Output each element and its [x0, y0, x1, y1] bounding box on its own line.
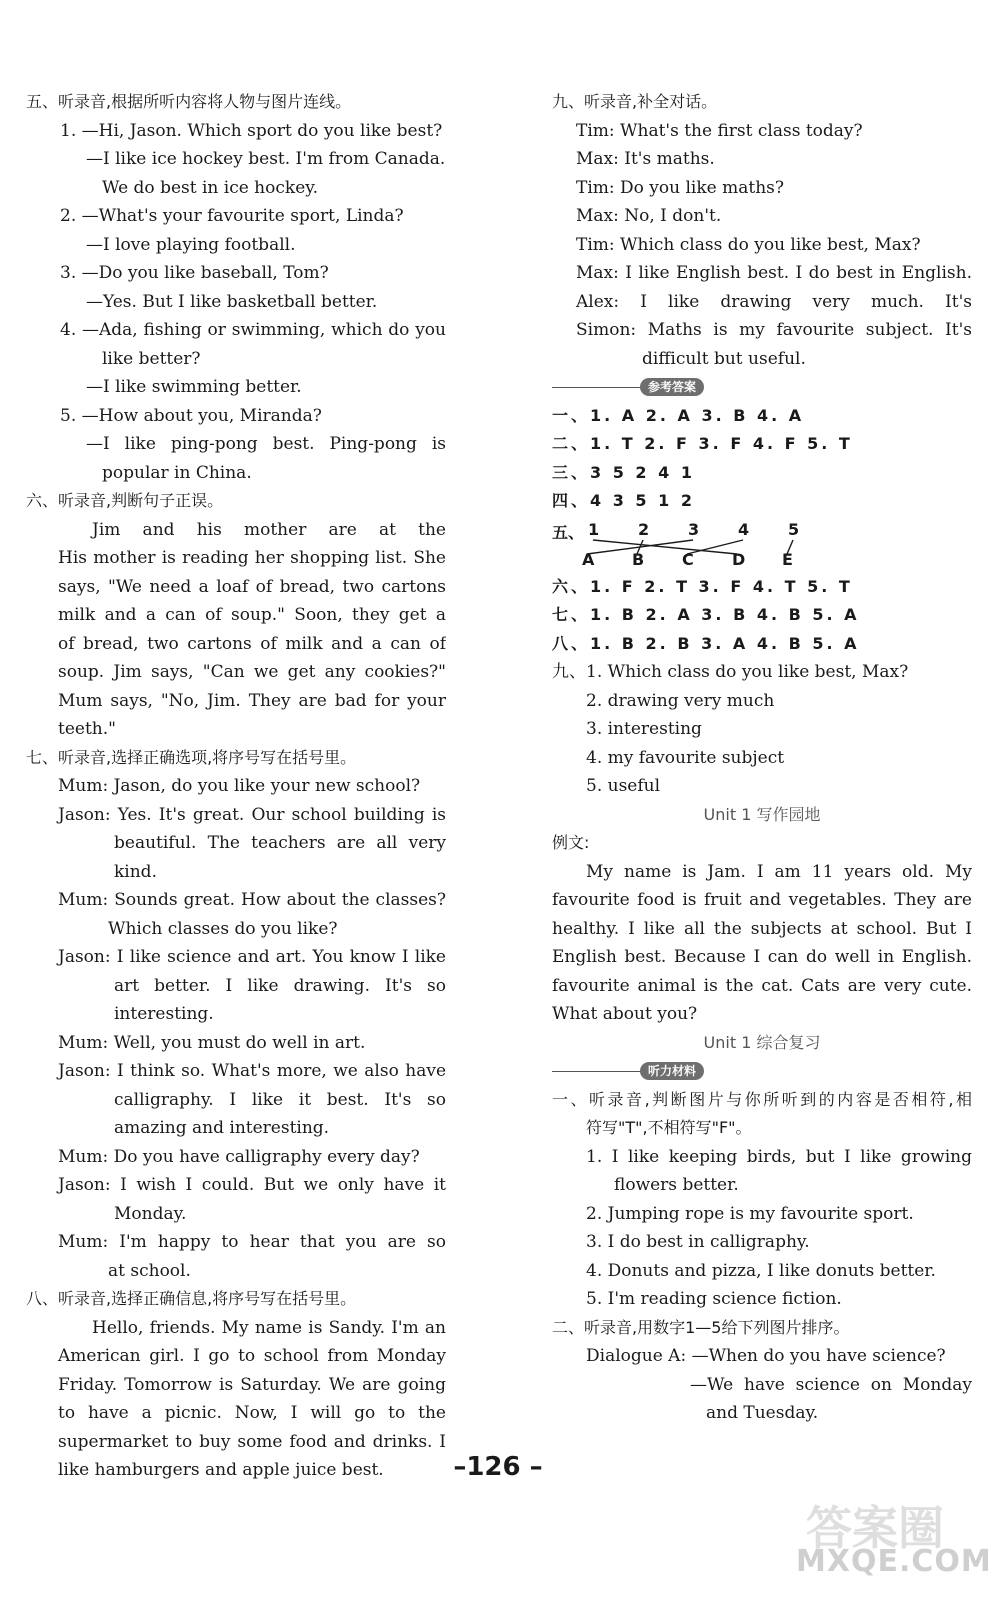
text-line: 四、4 3 5 1 2 — [552, 491, 695, 510]
text-line: Hello, friends. My name is Sandy. I'm an — [92, 1317, 446, 1338]
text-line: 二、1. T 2. F 3. F 4. F 5. T — [552, 434, 853, 453]
text-line: 2. Jumping rope is my favourite sport. — [586, 1203, 914, 1224]
text-line: 三、3 5 2 4 1 — [552, 462, 695, 482]
match-number: 5 — [788, 519, 800, 539]
text-line: —I love playing football. — [86, 234, 296, 255]
section-heading: 一、听录音,判断图片与你所听到的内容是否相符,相 — [552, 1089, 972, 1109]
text-line: Jason: I like science and art. You know I like — [58, 947, 446, 967]
listening-section-9 — [552, 88, 972, 373]
text-line: kind. — [114, 861, 157, 882]
listening-header — [552, 1057, 972, 1086]
text-line: 5. —How about you, Miranda? — [60, 405, 322, 426]
text-line: Monday. — [114, 1203, 187, 1224]
listening-badge: 听力材料 — [640, 1062, 704, 1080]
text-line: milk and a can of soup." Soon, they get a — [58, 605, 446, 625]
text-line: —Yes. But I like basketball better. — [86, 291, 378, 312]
text-line: Max: No, I don't. — [576, 206, 722, 226]
text-line: calligraphy. I like it best. It's so — [114, 1089, 446, 1110]
match-number: 3 — [688, 519, 700, 539]
text-line: My name is Jam. I am 11 years old. My — [586, 861, 972, 882]
text-line: —We have science on Monday — [690, 1374, 972, 1395]
divider — [552, 387, 642, 388]
text-line: difficult but useful. — [642, 348, 806, 369]
text-line: flowers better. — [614, 1175, 739, 1195]
text-line: His mother is reading her shopping list. She — [58, 548, 446, 568]
text-line: to have a picnic. Now, I will go to the — [58, 1403, 446, 1423]
text-line: at school. — [108, 1260, 191, 1281]
text-line: Friday. Tomorrow is Saturday. We are going — [58, 1374, 446, 1395]
match-number: 1 — [588, 519, 600, 539]
right-column — [552, 88, 972, 1428]
unit-heading: Unit 1 写作园地 — [703, 804, 821, 824]
text-line: 4. Donuts and pizza, I like donuts better. — [586, 1260, 936, 1281]
text-line: 七、1. B 2. A 3. B 4. B 5. A — [552, 605, 860, 624]
text-line: soup. Jim says, "Can we get any cookies?" — [58, 662, 446, 682]
answer-key-part-1 — [552, 402, 972, 516]
section-heading: 九、听录音,补全对话。 — [552, 92, 718, 111]
text-line: Jim and his mother are at the — [92, 519, 446, 540]
matching-answer-diagram — [552, 516, 972, 573]
text-line: teeth." — [58, 719, 116, 739]
text-line: 5. useful — [586, 776, 661, 796]
text-line: Tim: Do you like maths? — [576, 177, 785, 198]
text-line: Jason: I think so. What's more, we also have — [58, 1061, 446, 1081]
text-line: 六、1. F 2. T 3. F 4. T 5. T — [552, 576, 853, 596]
text-line: What about you? — [552, 1004, 698, 1024]
unit-heading: Unit 1 综合复习 — [703, 1032, 821, 1052]
match-letter: B — [632, 549, 645, 569]
text-line: says, "We need a loaf of bread, two cartons — [58, 576, 446, 597]
match-letter: C — [682, 549, 694, 569]
match-letter: D — [732, 549, 746, 569]
text-line: Mum: Jason, do you like your new school? — [58, 776, 421, 796]
text-line: 一、1. A 2. A 3. B 4. A — [552, 405, 805, 425]
text-line: like better? — [102, 348, 201, 369]
page-number: –126 – — [453, 1452, 543, 1482]
text-line: Simon: Maths is my favourite subject. It's — [576, 320, 972, 340]
text-line: We do best in ice hockey. — [102, 177, 319, 198]
text-line: art better. I like drawing. It's so — [114, 975, 446, 996]
text-line: favourite animal is the cat. Cats are very cute. — [552, 975, 972, 996]
text-line: Mum: I'm happy to hear that you are so — [58, 1232, 446, 1252]
section-heading: 六、听录音,判断句子正误。 — [26, 491, 224, 510]
text-line: Which classes do you like? — [108, 918, 338, 939]
section-heading: 符写"T",不相符写"F"。 — [586, 1118, 752, 1137]
text-line: amazing and interesting. — [114, 1118, 330, 1138]
text-line: popular in China. — [102, 462, 252, 483]
text-line: 4. —Ada, fishing or swimming, which do you — [60, 320, 446, 340]
text-line: 3. —Do you like baseball, Tom? — [60, 263, 329, 283]
left-column — [26, 88, 446, 1485]
text-line: —I like ping-pong best. Ping-pong is — [86, 434, 446, 454]
text-line: interesting. — [114, 1004, 214, 1024]
answer-key-part-2 — [552, 573, 972, 1058]
text-line: Jason: Yes. It's great. Our school building is — [58, 804, 446, 825]
watermark — [792, 1492, 992, 1592]
match-letter: A — [582, 549, 595, 569]
answers-badge: 参考答案 — [640, 378, 704, 396]
text-line: like hamburgers and apple juice best. — [58, 1460, 384, 1480]
watermark-logo-icon: 答案圈 — [806, 1501, 944, 1555]
text-line: American girl. I go to school from Monday — [58, 1346, 446, 1366]
text-line: favourite food is fruit and vegetables. They are — [552, 890, 972, 910]
text-line: 4. my favourite subject — [586, 747, 785, 768]
text-line: Tim: Which class do you like best, Max? — [576, 234, 921, 255]
divider — [552, 1071, 642, 1072]
text-line: Max: It's maths. — [576, 149, 715, 169]
text-line: Mum: Sounds great. How about the classes? — [58, 890, 446, 910]
text-line: 1. I like keeping birds, but I like growing — [586, 1146, 972, 1167]
text-line: Mum: Well, you must do well in art. — [58, 1032, 366, 1053]
text-line: 1. —Hi, Jason. Which sport do you like best? — [60, 120, 443, 141]
text-line: supermarket to buy some food and drinks. I — [58, 1431, 446, 1452]
text-line: Mum says, "No, Jim. They are bad for your — [58, 690, 446, 711]
match-number: 2 — [638, 519, 650, 539]
text-line: beautiful. The teachers are all very — [114, 833, 446, 853]
text-line: Max: I like English best. I do best in English. — [576, 263, 972, 283]
text-line: 九、1. Which class do you like best, Max? — [552, 662, 909, 682]
section-heading: 二、听录音,用数字1—5给下列图片排序。 — [552, 1317, 850, 1337]
text-line: 5. I'm reading science fiction. — [586, 1289, 842, 1309]
listening-material — [552, 1086, 972, 1428]
text-line: English best. Because I can do well in English. — [552, 947, 972, 967]
section-heading: 八、听录音,选择正确信息,将序号写在括号里。 — [26, 1289, 357, 1308]
text-line: of bread, two cartons of milk and a can of — [58, 633, 446, 654]
text-line: Dialogue A: —When do you have science? — [586, 1346, 946, 1366]
text-line: 2. drawing very much — [586, 690, 775, 711]
text-line: —I like swimming better. — [86, 377, 302, 397]
text-line: Tim: What's the first class today? — [576, 120, 863, 141]
match-number: 4 — [738, 519, 750, 539]
answers-header — [552, 373, 972, 402]
watermark-text: MXQE.COM — [796, 1544, 992, 1579]
matching-prefix: 五、 — [552, 522, 585, 542]
section-heading: 五、听录音,根据所听内容将人物与图片连线。 — [26, 92, 352, 111]
text-line: and Tuesday. — [706, 1403, 819, 1423]
text-line: 3. interesting — [586, 719, 702, 739]
text-line: 3. I do best in calligraphy. — [586, 1232, 810, 1252]
text-line: —I like ice hockey best. I'm from Canada. — [86, 149, 446, 169]
text-line: Mum: Do you have calligraphy every day? — [58, 1146, 420, 1167]
section-heading: 例文: — [552, 833, 590, 852]
match-letter: E — [782, 549, 793, 569]
text-line: Alex: I like drawing very much. It's — [576, 291, 972, 312]
text-line: 2. —What's your favourite sport, Linda? — [60, 206, 404, 226]
section-heading: 七、听录音,选择正确选项,将序号写在括号里。 — [26, 747, 357, 767]
text-line: 八、1. B 2. B 3. A 4. B 5. A — [552, 633, 860, 653]
text-line: healthy. I like all the subjects at school. But I — [552, 918, 972, 939]
text-line: Jason: I wish I could. But we only have it — [58, 1175, 446, 1195]
